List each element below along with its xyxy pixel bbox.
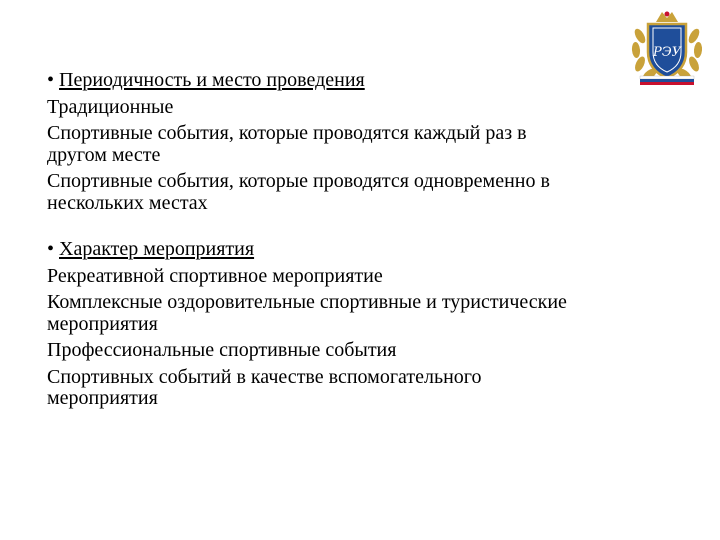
bullet: • xyxy=(47,238,55,260)
list-item-line: мероприятия xyxy=(47,387,158,409)
list-item-line: нескольких местах xyxy=(47,191,208,214)
slide-content xyxy=(47,70,687,410)
list-item: Профессиональные спортивные события xyxy=(47,339,397,361)
emblem-monogram: РЭУ xyxy=(652,45,682,60)
list-item-line: другом месте xyxy=(47,143,161,166)
section-heading xyxy=(47,70,687,92)
list-item-line: Комплексные оздоровительные спортивные и туристические xyxy=(47,291,567,313)
section-heading-text: Характер мероприятия xyxy=(59,238,255,260)
list-item-line: Спортивные события, которые проводятся одновременно в xyxy=(47,170,550,192)
list-item-line: Спортивные события, которые проводятся каждый раз в xyxy=(47,122,527,144)
section-heading-text: Периодичность и место проведения xyxy=(59,69,365,91)
crown-icon xyxy=(656,12,678,23)
list-item-line: мероприятия xyxy=(47,312,158,335)
list-item-line: Спортивных событий в качестве вспомогательного xyxy=(47,365,482,388)
bullet: • xyxy=(47,69,55,91)
section-heading xyxy=(47,239,687,261)
list-item: Рекреативной спортивное мероприятие xyxy=(47,264,383,287)
list-item: Традиционные xyxy=(47,95,174,118)
